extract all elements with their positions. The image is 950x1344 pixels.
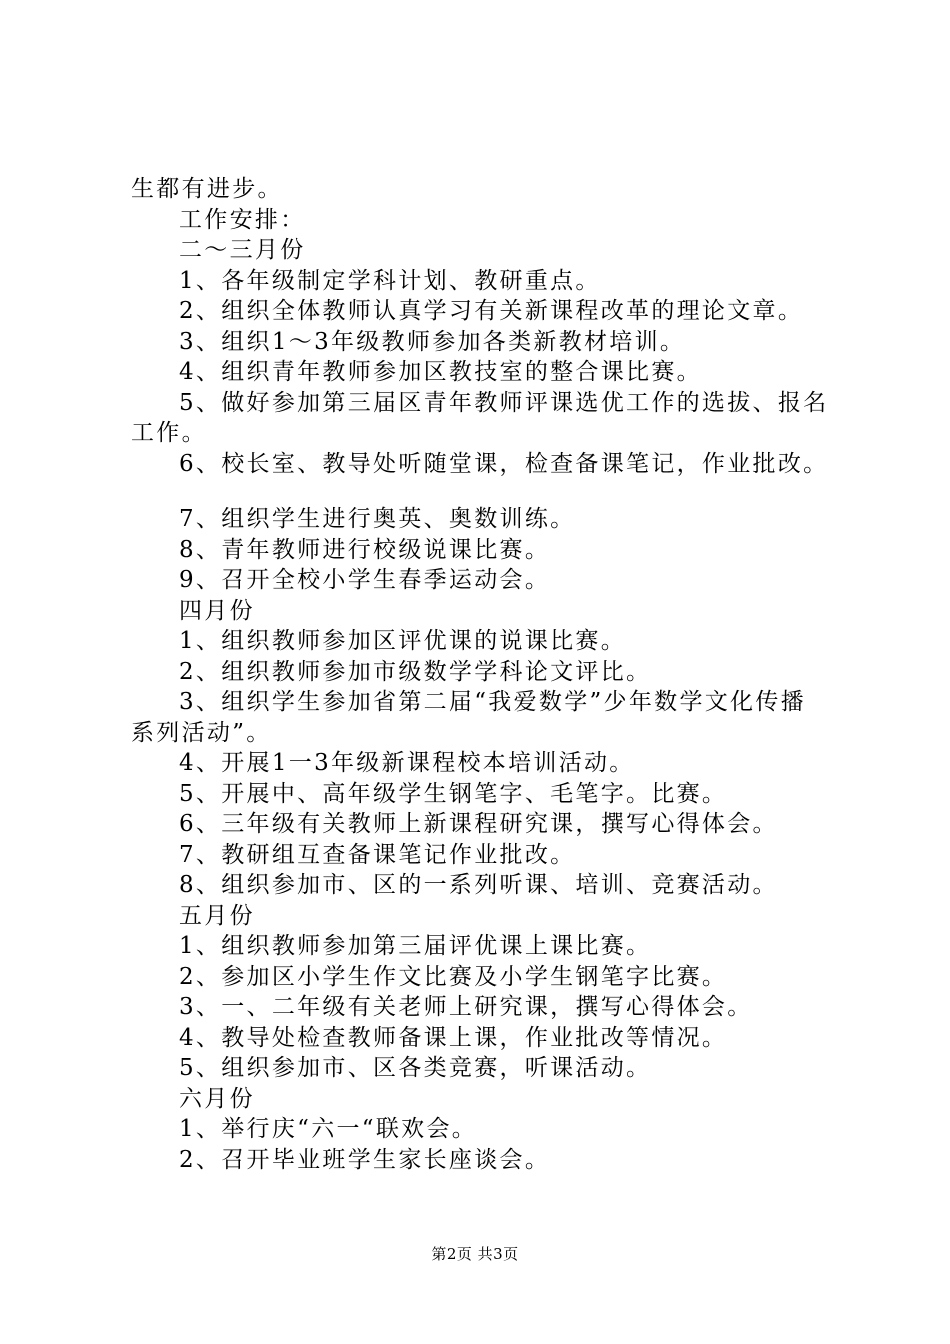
- document-line: 1、组织教师参加第三届评优课上课比赛。: [179, 933, 652, 959]
- document-line: 4、开展1一3年级新课程校本培训活动。: [179, 750, 635, 776]
- document-line: 8、青年教师进行校级说课比赛。: [179, 536, 551, 563]
- document-line: 3、一、二年级有关老师上研究课，撰写心得体会。: [179, 994, 753, 1020]
- document-line: 2、参加区小学生作文比赛及小学生钢笔字比赛。: [179, 963, 728, 990]
- document-line: 1、组织教师参加区评优课的说课比赛。: [179, 628, 627, 654]
- document-body: [131, 174, 831, 1175]
- blank-line: [131, 479, 831, 504]
- document-line: 3、组织1～3年级教师参加各类新教材培训。: [179, 328, 686, 355]
- document-line: 8、组织参加市、区的一系列听课、培训、竞赛活动。: [179, 872, 778, 898]
- document-line: 五月份: [179, 902, 255, 929]
- document-line: 2、组织全体教师认真学习有关新课程改革的理论文章。: [179, 298, 804, 324]
- document-line: 3、组织学生参加省第二届“我爱数学”少年数学文化传播: [179, 689, 806, 715]
- document-line: 5、做好参加第三届区青年教师评课选优工作的选拔、报名: [179, 389, 829, 416]
- document-line: 2、召开毕业班学生家长座谈会。: [179, 1146, 551, 1173]
- document-line: 系列活动”。: [131, 719, 272, 746]
- document-line: 工作。: [131, 420, 207, 446]
- document-line: 7、教研组互查备课笔记作业批改。: [179, 841, 576, 868]
- document-line: 9、召开全校小学生春季运动会。: [179, 567, 551, 593]
- document-line: 7、组织学生进行奥英、奥数训练。: [179, 506, 576, 532]
- document-line: 二～三月份: [179, 237, 306, 263]
- document-line: 2、组织教师参加市级数学学科论文评比。: [179, 658, 652, 685]
- document-line: 六月份: [179, 1085, 255, 1112]
- document-line: 5、开展中、高年级学生钢笔字、毛笔字。比赛。: [179, 780, 728, 807]
- document-line: 生都有进步。: [131, 176, 283, 202]
- document-line: 1、各年级制定学科计划、教研重点。: [179, 267, 601, 294]
- document-line: 工作安排：: [179, 206, 306, 233]
- document-line: 4、组织青年教师参加区教技室的整合课比赛。: [179, 359, 702, 385]
- document-line: 5、组织参加市、区各类竞赛，听课活动。: [179, 1055, 652, 1081]
- document-line: 6、校长室、教导处听随堂课，检查备课笔记，作业批改。: [179, 450, 829, 477]
- page-footer: 第2页 共3页: [431, 1245, 519, 1263]
- document-line: 6、三年级有关教师上新课程研究课，撰写心得体会。: [179, 811, 778, 837]
- document-line: 4、教导处检查教师备课上课，作业批改等情况。: [179, 1024, 728, 1051]
- document-line: 四月份: [179, 597, 255, 624]
- document-line: 1、举行庆“六一“联欢会。: [179, 1116, 478, 1142]
